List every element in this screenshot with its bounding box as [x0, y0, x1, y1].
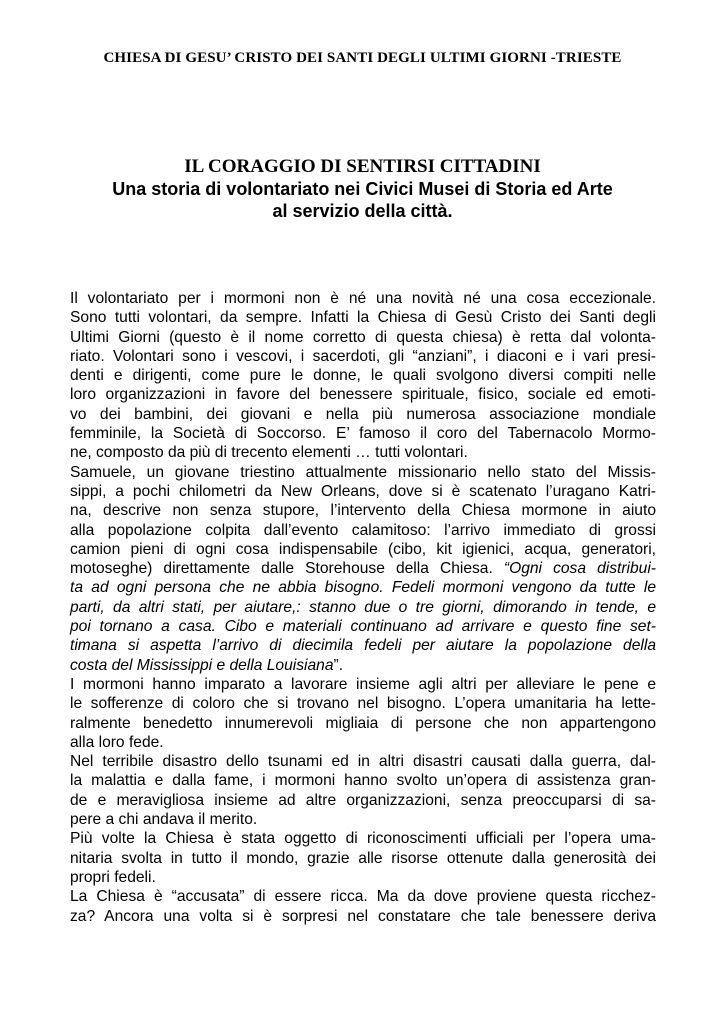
article-title: IL CORAGGIO DI SENTIRSI CITTADINI — [184, 156, 541, 177]
article-body — [70, 289, 656, 926]
article-subtitle-line: Una storia di volontariato nei Civici Musei di Storia ed Arte — [112, 179, 613, 199]
body-line: nitaria svolta in tutto il mondo, grazie alle risorse ottenute dalla generosità dei — [70, 849, 656, 867]
quote-close: ”. — [333, 656, 344, 674]
quote-line: parti, da altri stati, per aiutare,: stanno due o tre giorni, dimorando in tende, e — [70, 598, 656, 616]
quote-line: poi tornano a casa. Cibo e materiali continuano ad arrivare e questo fine set- — [70, 618, 656, 636]
body-line: Samuele, un giovane triestino attualmente missionario nello stato del Missis- — [70, 463, 656, 481]
body-line: I mormoni hanno imparato a lavorare insieme agli altri per alleviare le pene e — [70, 675, 656, 693]
body-line: Sono tutti volontari, da sempre. Infatti la Chiesa di Gesù Cristo dei Santi degli — [70, 309, 656, 327]
body-line: alla loro fede. — [70, 733, 164, 751]
body-line: ne, composto da più di trecento elementi … tutti volontari. — [70, 444, 468, 462]
body-line: La Chiesa è “accusata” di essere ricca. Ma da dove proviene questa ricchez- — [70, 888, 656, 906]
body-line: za? Ancora una volta si è sorpresi nel constatare che tale benessere deriva — [70, 907, 656, 925]
body-line: sippi, a pochi chilometri da New Orleans, dove si è scatenato l’uragano Katri- — [70, 482, 656, 500]
church-header: CHIESA DI GESU’ CRISTO DEI SANTI DEGLI ULTIMI GIORNI -TRIESTE — [103, 50, 622, 66]
body-line-segment: motoseghe) direttamente dalle Storehouse della Chiesa. — [70, 560, 493, 578]
quote-line-end — [70, 656, 656, 675]
body-line: femminile, la Società di Soccorso. E’ famoso il coro del Tabernacolo Mormo- — [70, 425, 656, 443]
body-line-mixed — [70, 559, 656, 578]
quote-segment: “Ogni cosa distribui- — [503, 560, 656, 578]
body-line: denti e dirigenti, come pure le donne, le quali svolgono diversi compiti nelle — [70, 367, 656, 385]
body-line: Ultimi Giorni (questo è il nome corretto di questa chiesa) è retta dal volonta- — [70, 328, 656, 346]
body-line: la malattia e dalla fame, i mormoni hanno svolto un’opera di assistenza gran- — [70, 772, 656, 790]
body-line: Più volte la Chiesa è stata oggetto di riconoscimenti ufficiali per l’opera uma- — [70, 830, 656, 848]
body-line: le sofferenze di coloro che si trovano nel bisogno. L’opera umanitaria ha lette- — [70, 695, 656, 713]
body-line: propri fedeli. — [70, 868, 156, 886]
title-block — [40, 156, 685, 222]
body-line: camion pieni di ogni cosa indispensabile (cibo, kit igienici, acqua, generatori, — [70, 540, 656, 558]
body-line: na, descrive non senza stupore, l’intervento della Chiesa mormone in aiuto — [70, 502, 656, 520]
body-line: riato. Volontari sono i vescovi, i sacerdoti, gli “anziani”, i diaconi e i vari presi- — [70, 347, 656, 365]
quote-line: ta ad ogni persona che ne abbia bisogno. Fedeli mormoni vengono da tutte le — [70, 579, 656, 597]
body-line: Il volontariato per i mormoni non è né una novità né una cosa eccezionale. — [70, 290, 656, 307]
body-line: ralmente benedetto innumerevoli migliaia di persone che non appartengono — [70, 714, 656, 732]
body-line: pere a chi andava il merito. — [70, 811, 258, 829]
body-line: vo dei bambini, dei giovani e nella più numerosa associazione mondiale — [70, 405, 656, 423]
article-subtitle-line: al servizio della città. — [272, 201, 453, 221]
quote-segment: costa del Mississippi e della Louisiana — [70, 656, 334, 674]
body-line: loro organizzazioni in favore del benessere spirituale, fisico, sociale ed emoti- — [70, 386, 656, 404]
body-line: de e meravigliosa insieme ad altre organizzazioni, senza preoccuparsi di sa- — [70, 791, 656, 809]
body-line: Nel terribile disastro dello tsunami ed in altri disastri causati dalla guerra, dal- — [70, 753, 656, 771]
body-line: alla popolazione colpita dall’evento calamitoso: l’arrivo immediato di grossi — [70, 521, 656, 539]
quote-line: timana si aspetta l’arrivo di diecimila fedeli per aiutare la popolazione della — [70, 637, 656, 655]
